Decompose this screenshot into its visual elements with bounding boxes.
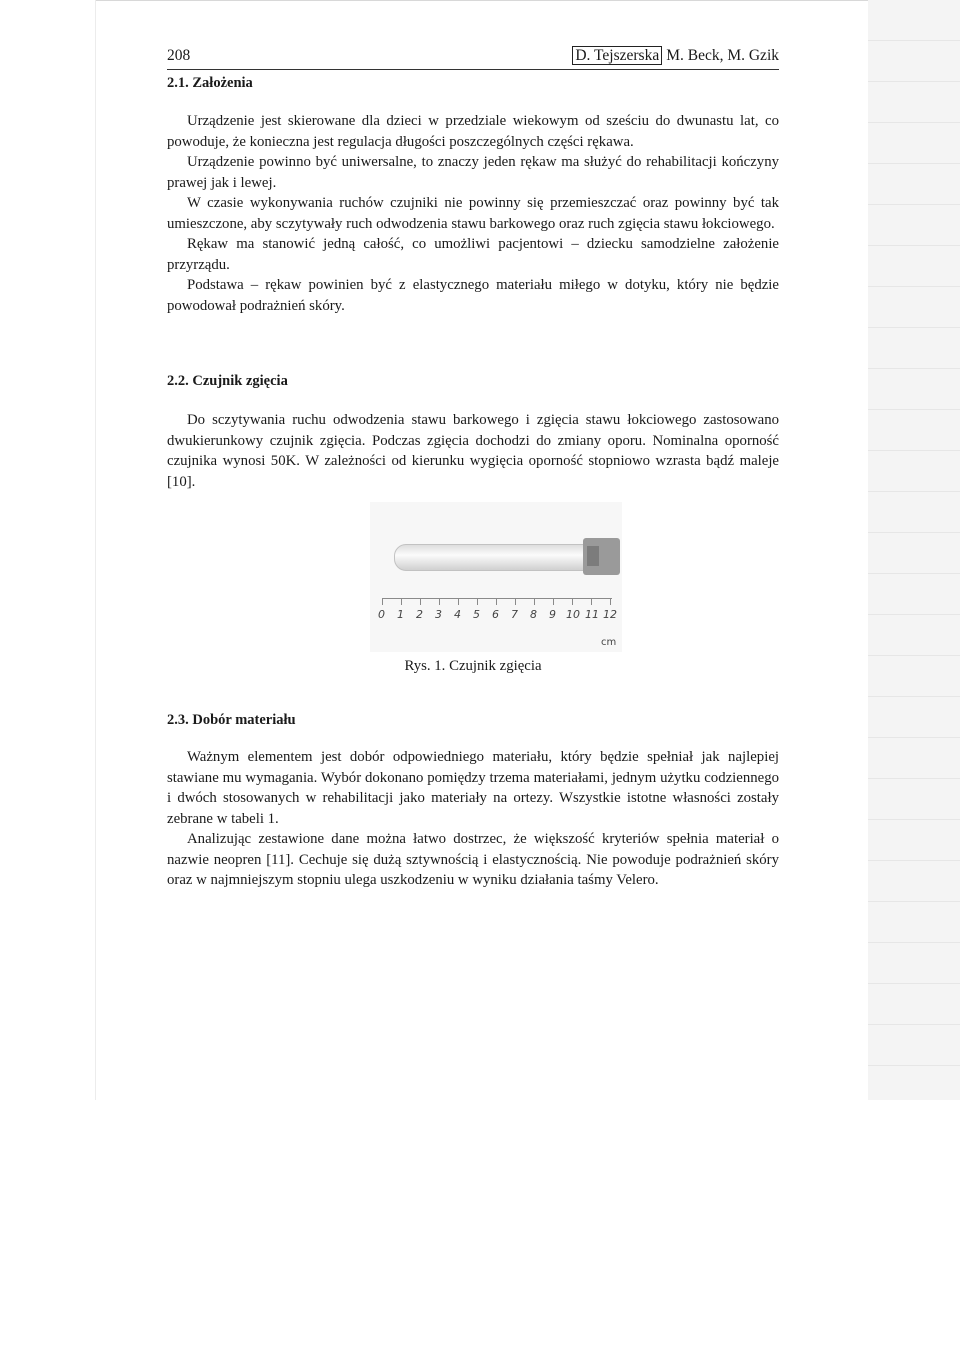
page-number: 208 xyxy=(167,47,191,64)
ruler-number: 12 xyxy=(603,608,617,621)
paragraph: Ważnym elementem jest dobór odpowiedniego materiału, który będzie spełniał jak najlepiej stawiane mu wymagania. Wybór dokonano pomiędzy trzema materiałami, jednym użytku codziennego i dwóch stosowanych w rehabilitacji jako materiały na ortezy. Wszystkie istotne własności zostały zebrane w tabeli 1. xyxy=(167,749,779,827)
section-body-flex-sensor xyxy=(167,410,779,492)
scan-edge-top xyxy=(95,0,960,1)
header-rule xyxy=(167,69,779,70)
ruler-number: 3 xyxy=(435,608,442,621)
sensor-connector xyxy=(583,538,620,575)
paragraph: Analizując zestawione dane można łatwo dostrzec, że większość kryteriów spełnia materiał o nazwie neopren [11]. Cechuje się dużą sztywnością i elastycznością. Nie powoduje podrażnień skóry oraz w najmniejszym stopniu ulega uszkodzeniu w wyniku działania taśmy Velero. xyxy=(167,831,779,888)
ruler-scale xyxy=(370,608,622,624)
paragraph: Urządzenie powinno być uniwersalne, to znaczy jeden rękaw ma służyć do rehabilitacji kończyny prawej jak i lewej. xyxy=(167,154,779,191)
scan-edge-left xyxy=(95,0,96,1100)
ruler-number: 6 xyxy=(492,608,499,621)
ruler-number: 9 xyxy=(549,608,556,621)
ruler-number: 0 xyxy=(378,608,385,621)
section-heading-material: 2.3. Dobór materiału xyxy=(167,712,296,728)
ruler-number: 5 xyxy=(473,608,480,621)
scan-blank-area xyxy=(0,1100,960,1358)
ruler-number: 10 xyxy=(566,608,580,621)
ruler-number: 1 xyxy=(397,608,404,621)
paragraph: W czasie wykonywania ruchów czujniki nie powinny się przemieszczać oraz powinny być tak umieszczone, aby sczytywały ruch odwodzenia stawu barkowego oraz ruch zgięcia stawu łokciowego. xyxy=(167,195,779,232)
section-body-material xyxy=(167,747,779,891)
paragraph: Rękaw ma stanowić jedną całość, co umożliwi pacjentowi – dziecku samodzielne założenie przyrządu. xyxy=(167,236,779,273)
ruler-unit-label: cm xyxy=(601,637,617,648)
flex-sensor-photo xyxy=(370,502,622,652)
ruler-ticks xyxy=(382,598,612,605)
other-authors: M. Beck, M. Gzik xyxy=(666,47,779,64)
ruler-number: 2 xyxy=(416,608,423,621)
paragraph: Urządzenie jest skierowane dla dzieci w przedziale wiekowym od sześciu do dwunastu lat, co powoduje, że konieczna jest regulacja długości poszczególnych części rękawa. xyxy=(167,113,779,150)
figure-caption: Rys. 1. Czujnik zgięcia xyxy=(404,658,542,674)
section-body-assumptions xyxy=(167,111,779,316)
running-header xyxy=(167,47,779,71)
author-list xyxy=(572,47,779,65)
ruler-number: 8 xyxy=(530,608,537,621)
section-heading-assumptions: 2.1. Założenia xyxy=(167,75,253,91)
paragraph: Podstawa – rękaw powinien być z elastycznego materiału miłego w dotyku, który nie będzie powodował podrażnień skóry. xyxy=(167,277,779,314)
highlighted-author: D. Tejszerska xyxy=(572,46,662,65)
ruler-number: 7 xyxy=(511,608,518,621)
scan-margin-strip xyxy=(868,0,960,1100)
section-heading-flex-sensor: 2.2. Czujnik zgięcia xyxy=(167,373,288,389)
ruler-number: 4 xyxy=(454,608,461,621)
paragraph: Do sczytywania ruchu odwodzenia stawu barkowego i zgięcia stawu łokciowego zastosowano dwukierunkowy czujnik zgięcia. Podczas zgięcia dochodzi do zmiany oporu. Nominalna oporność czujnika wynosi 50K. W zależności od kierunku wygięcia oporność stopniowo wzrasta bądź maleje [10]. xyxy=(167,412,779,490)
sensor-strip xyxy=(394,544,592,571)
ruler-number: 11 xyxy=(585,608,599,621)
